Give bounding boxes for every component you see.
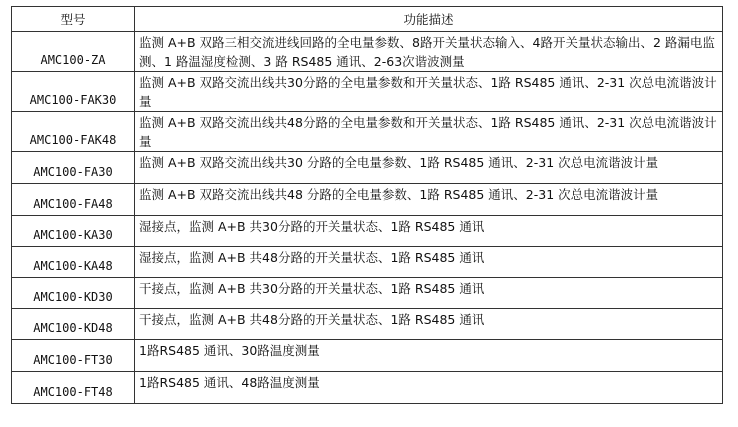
model-cell: AMC100-FT48 <box>12 372 135 404</box>
model-cell: AMC100-KA30 <box>12 216 135 247</box>
table-row <box>12 112 723 152</box>
table-row <box>12 278 723 309</box>
model-cell: AMC100-KD48 <box>12 309 135 340</box>
table-row <box>12 152 723 184</box>
description-cell: 监测 A+B 双路交流出线共48分路的全电量参数和开关量状态、1路 RS485 通讯、2-31 次总电流谐波计量 <box>135 112 723 152</box>
header-description: 功能描述 <box>135 7 723 32</box>
model-cell: AMC100-ZA <box>12 32 135 72</box>
description-cell: 1路RS485 通讯、48路温度测量 <box>135 372 723 404</box>
description-cell: 监测 A+B 双路交流出线共48 分路的全电量参数、1路 RS485 通讯、2-31 次总电流谐波计量 <box>135 184 723 216</box>
model-cell: AMC100-FT30 <box>12 340 135 372</box>
description-cell: 1路RS485 通讯、30路温度测量 <box>135 340 723 372</box>
model-cell: AMC100-KA48 <box>12 247 135 278</box>
table-row <box>12 340 723 372</box>
table-row <box>12 247 723 278</box>
table-row <box>12 72 723 112</box>
description-cell: 监测 A+B 双路交流出线共30 分路的全电量参数、1路 RS485 通讯、2-31 次总电流谐波计量 <box>135 152 723 184</box>
description-cell: 监测 A+B 双路三相交流进线回路的全电量参数、8路开关量状态输入、4路开关量状态输出、2 路漏电监测、1 路温湿度检测、3 路 RS485 通讯、2-63次谐波测量 <box>135 32 723 72</box>
table-row <box>12 184 723 216</box>
model-cell: AMC100-FAK30 <box>12 72 135 112</box>
table-row <box>12 309 723 340</box>
table-row <box>12 32 723 72</box>
description-cell: 监测 A+B 双路交流出线共30分路的全电量参数和开关量状态、1路 RS485 通讯、2-31 次总电流谐波计量 <box>135 72 723 112</box>
model-cell: AMC100-FAK48 <box>12 112 135 152</box>
model-cell: AMC100-KD30 <box>12 278 135 309</box>
description-cell: 湿接点，监测 A+B 共48分路的开关量状态、1路 RS485 通讯 <box>135 247 723 278</box>
product-function-table <box>11 6 723 404</box>
description-cell: 干接点，监测 A+B 共30分路的开关量状态、1路 RS485 通讯 <box>135 278 723 309</box>
description-cell: 湿接点，监测 A+B 共30分路的开关量状态、1路 RS485 通讯 <box>135 216 723 247</box>
model-cell: AMC100-FA48 <box>12 184 135 216</box>
description-cell: 干接点，监测 A+B 共48分路的开关量状态、1路 RS485 通讯 <box>135 309 723 340</box>
table-row <box>12 216 723 247</box>
table-header-row <box>12 7 723 32</box>
model-cell: AMC100-FA30 <box>12 152 135 184</box>
table-row <box>12 372 723 404</box>
header-model: 型号 <box>12 7 135 32</box>
